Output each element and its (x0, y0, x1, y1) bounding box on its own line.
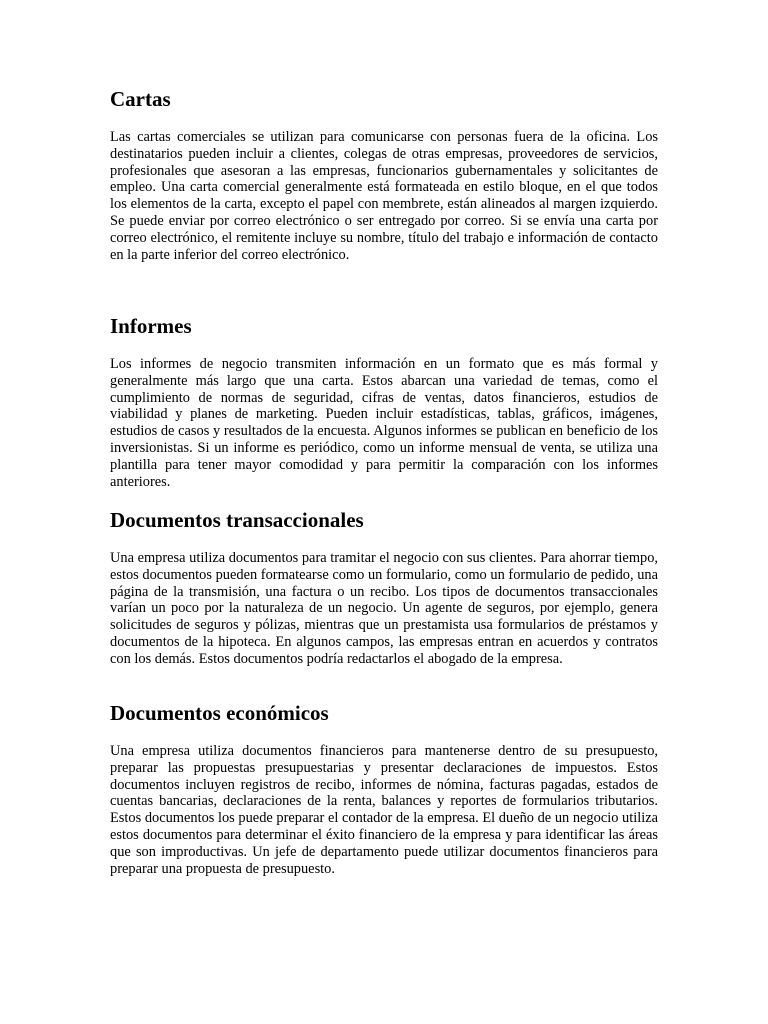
section-heading: Documentos transaccionales (110, 508, 364, 532)
section-heading: Documentos económicos (110, 701, 329, 725)
section-heading: Informes (110, 314, 192, 338)
section-paragraph: Las cartas comerciales se utilizan para comunicarse con personas fuera de la oficina. Los destinatarios pueden incluir a clientes, colegas de otras empresas, proveedores de servicios, profesionales que asesoran a las empresas, funcionarios gubernamentales y solicitantes de empleo. Una carta comercial generalmente está formateada en estilo bloque, en el que todos los elementos de la carta, excepto el papel con membrete, están alineados al margen izquierdo. Se puede enviar por correo electrónico o ser entregado por correo. Si se envía una carta por correo electrónico, el remitente incluye su nombre, título del trabajo e información de contacto en la parte inferior del correo electrónico. (110, 129, 658, 263)
section-informes (110, 313, 658, 490)
section-heading: Cartas (110, 87, 171, 111)
section-documentos-economicos (110, 700, 658, 877)
section-paragraph: Una empresa utiliza documentos para tramitar el negocio con sus clientes. Para ahorrar tiempo, estos documentos pueden formatearse como un formulario, como un formulario de pedido, una página de la transmisión, una factura o un recibo. Los tipos de documentos transaccionales varían un poco por la naturaleza de un negocio. Un agente de seguros, por ejemplo, genera solicitudes de seguros y pólizas, mientras que un prestamista usa formularios de préstamos y documentos de la hipoteca. En algunos campos, las empresas entran en acuerdos y contratos con los demás. Estos documentos podría redactarlos el abogado de la empresa. (110, 550, 658, 667)
section-cartas (110, 86, 658, 263)
section-paragraph: Una empresa utiliza documentos financieros para mantenerse dentro de su presupuesto, preparar las propuestas presupuestarias y presentar declaraciones de impuestos. Estos documentos incluyen registros de recibo, informes de nómina, facturas pagadas, estados de cuentas bancarias, declaraciones de la renta, balances y reportes de formularios tributarios. Estos documentos los puede preparar el contador de la empresa. El dueño de un negocio utiliza estos documentos para determinar el éxito financiero de la empresa y para identificar las áreas que son improductivas. Un jefe de departamento puede utilizar documentos financieros para preparar una propuesta de presupuesto. (110, 743, 658, 877)
section-documentos-transaccionales (110, 507, 658, 668)
section-paragraph: Los informes de negocio transmiten información en un formato que es más formal y generalmente más largo que una carta. Estos abarcan una variedad de temas, como el cumplimiento de normas de seguridad, cifras de ventas, datos financieros, estudios de viabilidad y planes de marketing. Pueden incluir estadísticas, tablas, gráficos, imágenes, estudios de casos y resultados de la encuesta. Algunos informes se publican en beneficio de los inversionistas. Si un informe es periódico, como un informe mensual de venta, se utiliza una plantilla para tener mayor comodidad y para permitir la comparación con los informes anteriores. (110, 356, 658, 490)
